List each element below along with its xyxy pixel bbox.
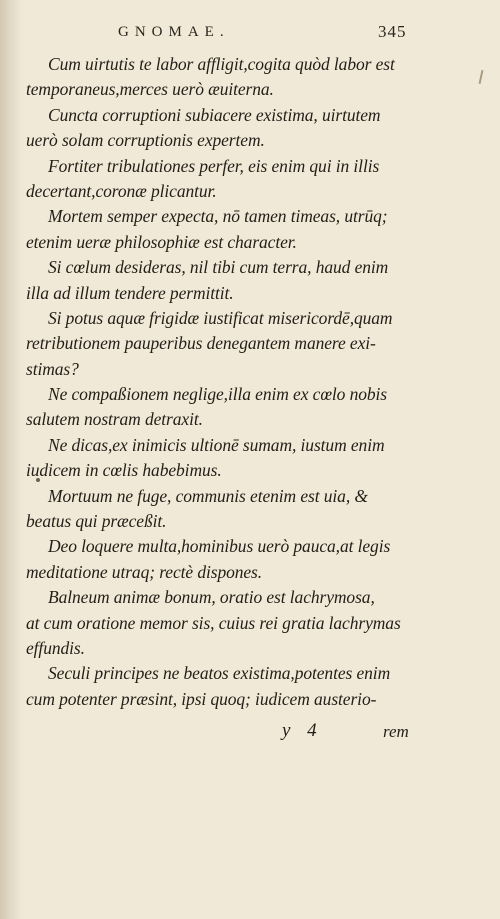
page-footer <box>0 720 500 750</box>
text-line: Balneum animæ bonum, oratio est lachrymosa, <box>48 587 375 608</box>
text-line: Si potus aquæ frigidæ iustificat misericordē,quam <box>48 307 393 328</box>
text-line: Cum uirtutis te labor affligit,cogita quòd labor est <box>48 54 395 74</box>
signature-mark: y 4 <box>282 720 323 741</box>
text-line: beatus qui præceßit. <box>26 511 167 532</box>
text-line: salutem nostram detraxit. <box>26 409 203 430</box>
text-line: Ne compaßionem neglige,illa enim ex cœlo nobis <box>48 384 388 405</box>
margin-mark <box>479 70 484 84</box>
catchword: rem <box>383 722 409 741</box>
running-head: GNOMAE. <box>118 24 230 40</box>
text-line: iudicem in cœlis habebimus. <box>26 460 222 481</box>
text-line: meditatione utraq; rectè dispones. <box>26 561 263 582</box>
text-line: cum potenter præsint, ipsi quoq; iudicem austerio- <box>26 688 377 709</box>
text-line: etenim ueræ philosophiæ est character. <box>26 231 297 252</box>
text-line: Cuncta corruptioni subiacere existima, uirtutem <box>48 104 381 125</box>
page-number: 345 <box>378 22 407 41</box>
text-line: Seculi principes ne beatos existima,potentes enim <box>48 663 391 684</box>
page-header <box>0 24 500 46</box>
body-text <box>26 52 426 712</box>
text-line: Mortem semper expecta, nō tamen timeas, utrūq; <box>48 206 388 227</box>
text-line: Mortuum ne fuge, communis etenim est uia, & <box>48 485 368 506</box>
text-line: illa ad illum tendere permittit. <box>26 282 234 303</box>
binding-shadow <box>0 0 22 919</box>
text-line: Ne dicas,ex inimicis ultionē sumam, iustum enim <box>48 434 385 455</box>
text-line: Deo loquere multa,hominibus uerò pauca,at legis <box>48 536 391 557</box>
text-line: Si cœlum desideras, nil tibi cum terra, haud enim <box>48 257 389 278</box>
text-line: at cum oratione memor sis, cuius rei gratia lachrymas <box>26 612 401 633</box>
text-line: uerò solam corruptionis expertem. <box>26 130 265 151</box>
text-line: stimas? <box>26 358 79 379</box>
text-line: temporaneus,merces uerò æuiterna. <box>26 79 274 100</box>
text-line: decertant,coronæ plicantur. <box>26 180 217 201</box>
text-line: Fortiter tribulationes perfer, eis enim qui in illis <box>48 155 380 176</box>
text-line: retributionem pauperibus denegantem manere exi- <box>26 333 376 354</box>
text-line: effundis. <box>26 637 85 658</box>
